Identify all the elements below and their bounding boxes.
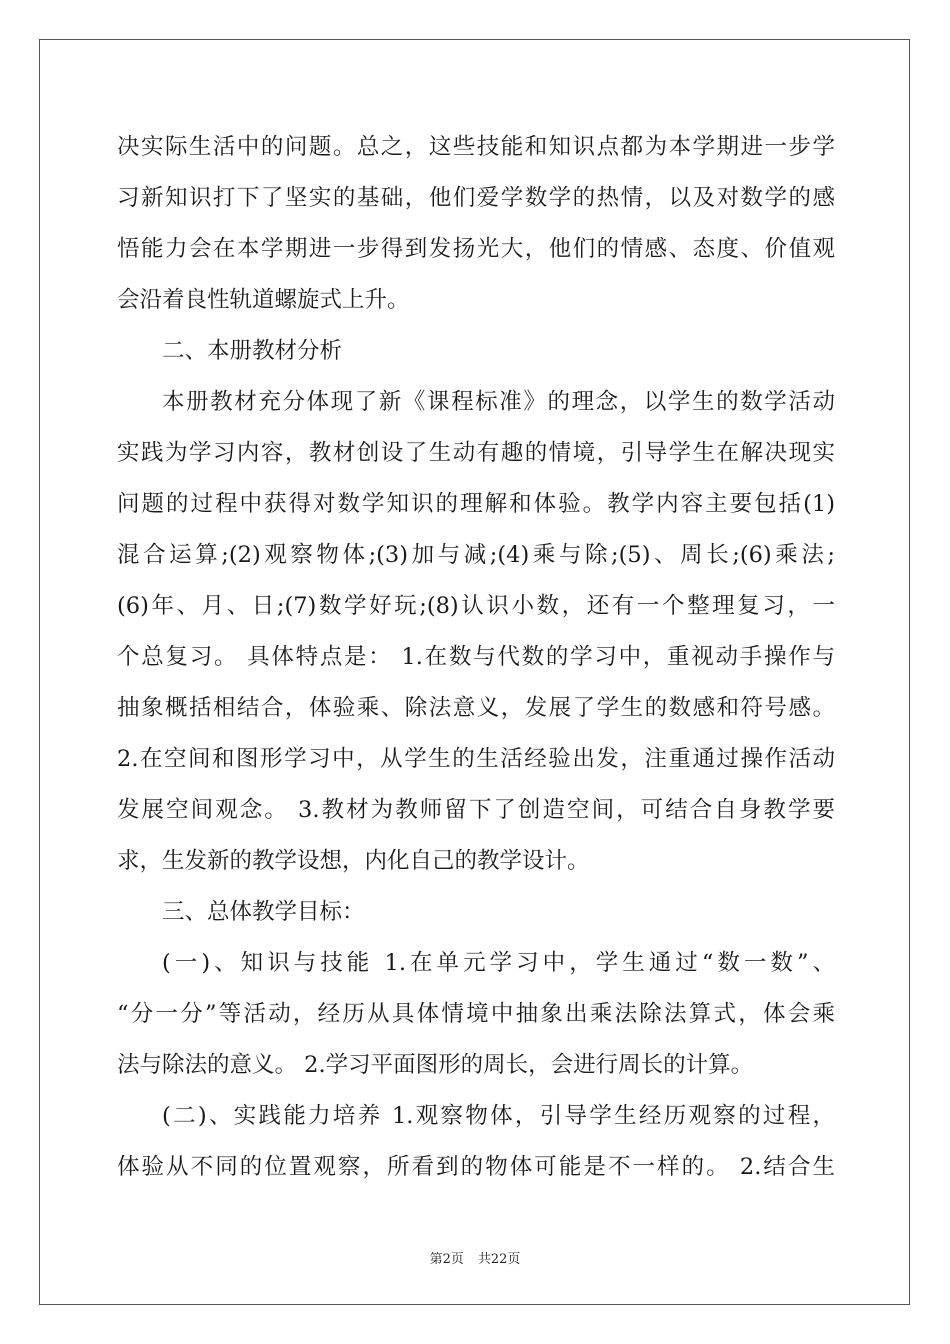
page-number: 第2页 xyxy=(429,1252,464,1267)
text-line: 三、总体教学目标： xyxy=(162,899,365,925)
page-footer xyxy=(0,1248,950,1267)
text-line: 个总复习。 具体特点是： 1.在数与代数的学习中，重视动手操作与 xyxy=(117,644,835,670)
text-line: 法与除法的意义。 2.学习平面图形的周长，会进行周长的计算。 xyxy=(117,1052,754,1078)
text-line: 发展空间观念。 3.教材为教师留下了创造空间，可结合自身教学要 xyxy=(117,797,835,823)
text-line: 会沿着良性轨道螺旋式上升。 xyxy=(117,287,410,313)
text-line: (二)、实践能力培养 1.观察物体，引导学生经历观察的过程， xyxy=(162,1103,835,1129)
text-line: 习新知识打下了坚实的基础，他们爱学数学的热情，以及对数学的感 xyxy=(117,185,835,211)
text-line: “分一分”等活动，经历从具体情境中抽象出乘法除法算式，体会乘 xyxy=(117,1001,835,1027)
text-line: 求，生发新的教学设想，内化自己的教学设计。 xyxy=(117,848,590,874)
text-line: 抽象概括相结合，体验乘、除法意义，发展了学生的数感和符号感。 xyxy=(117,695,835,721)
text-line: 2.在空间和图形学习中，从学生的生活经验出发，注重通过操作活动 xyxy=(117,746,835,772)
text-line: 本册教材充分体现了新《课程标准》的理念，以学生的数学活动 xyxy=(162,389,835,415)
document-body xyxy=(117,125,835,1196)
text-line: 决实际生活中的问题。总之，这些技能和知识点都为本学期进一步学 xyxy=(117,134,835,160)
text-line: 体验从不同的位置观察，所看到的物体可能是不一样的。 2.结合生 xyxy=(117,1154,835,1180)
text-line: (一)、知识与技能 1.在单元学习中，学生通过“数一数”、 xyxy=(162,950,835,976)
text-line: 混合运算;(2)观察物体;(3)加与减;(4)乘与除;(5)、周长;(6)乘法; xyxy=(117,542,835,568)
text-line: (6)年、月、日;(7)数学好玩;(8)认识小数，还有一个整理复习，一 xyxy=(117,593,835,619)
text-line: 问题的过程中获得对数学知识的理解和体验。教学内容主要包括(1) xyxy=(117,491,835,517)
text-line: 二、本册教材分析 xyxy=(162,338,343,364)
page-total: 共22页 xyxy=(477,1252,521,1267)
text-line: 悟能力会在本学期进一步得到发扬光大，他们的情感、态度、价值观 xyxy=(117,236,835,262)
text-line: 实践为学习内容，教材创设了生动有趣的情境，引导学生在解决现实 xyxy=(117,440,835,466)
